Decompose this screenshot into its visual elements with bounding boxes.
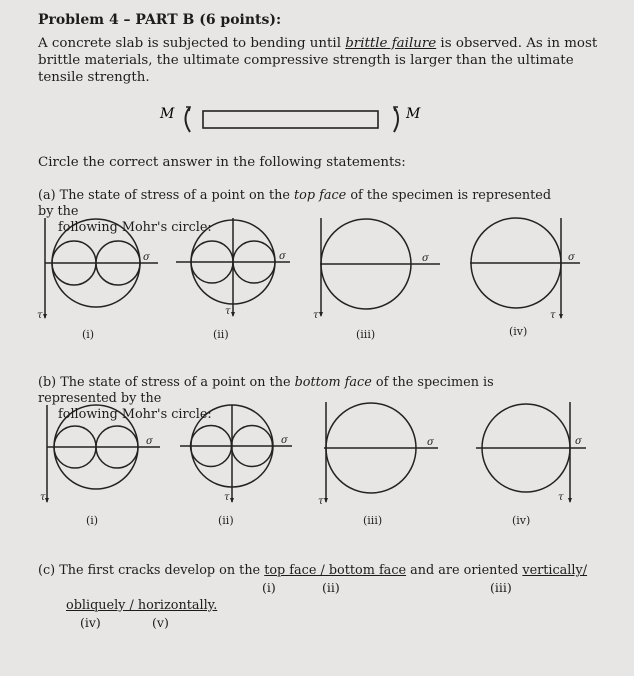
- roman-iv: (iv): [80, 615, 101, 630]
- question-a: (a) The state of stress of a point on the top face of the specimen is represented by the following Mohr's circle:: [38, 188, 552, 235]
- svg-text:σ: σ: [575, 436, 582, 447]
- problem-title: Problem 4 – PART B (6 points):: [38, 12, 282, 28]
- instruction: Circle the correct answer in the following statements:: [38, 155, 406, 170]
- moment-label-right: M: [406, 106, 421, 122]
- question-b: (b) The state of stress of a point on the bottom face of the specimen is represented by the following Mohr's circle:: [38, 375, 494, 422]
- label-b-ii: (ii): [218, 514, 234, 527]
- orientation-options[interactable]: vertically/: [522, 563, 588, 578]
- label-a-iii: (iii): [356, 328, 376, 341]
- svg-text:σ: σ: [146, 436, 153, 447]
- svg-text:τ: τ: [550, 310, 556, 321]
- svg-text:τ: τ: [558, 492, 564, 503]
- svg-text:σ: σ: [281, 435, 288, 446]
- svg-text:σ: σ: [568, 252, 575, 263]
- roman-iii: (iii): [490, 580, 512, 595]
- problem-statement: A concrete slab is subjected to bending until brittle failure is observed. As in most brittle materials, the ultimate compressive strength is larger than the ultimate tensile strength.: [38, 36, 598, 85]
- brittle-failure-term: brittle failure: [345, 36, 437, 51]
- svg-text:τ: τ: [225, 306, 231, 317]
- beam-rectangle: [203, 111, 378, 128]
- orientation-options-line2[interactable]: obliquely / horizontally.: [66, 598, 218, 613]
- label-b-iii: (iii): [363, 514, 383, 527]
- face-options[interactable]: top face / bottom face: [264, 563, 407, 578]
- roman-ii: (ii): [322, 580, 340, 595]
- svg-text:σ: σ: [279, 251, 286, 262]
- svg-text:τ: τ: [318, 496, 324, 507]
- svg-text:τ: τ: [313, 310, 319, 321]
- roman-i: (i): [262, 580, 276, 595]
- moment-label-left: M: [160, 106, 175, 122]
- label-a-iv: (iv): [509, 325, 528, 338]
- svg-text:σ: σ: [427, 437, 434, 448]
- label-a-ii: (ii): [213, 328, 229, 341]
- label-a-i: (i): [82, 328, 95, 341]
- svg-text:σ: σ: [422, 253, 429, 264]
- question-c: (c) The first cracks develop on the top face / bottom face and are oriented vertically/: [38, 563, 588, 578]
- sigma-label: σ: [143, 252, 150, 263]
- tau-label: τ: [37, 310, 43, 321]
- roman-v: (v): [152, 615, 169, 630]
- label-b-i: (i): [86, 514, 99, 527]
- label-b-iv: (iv): [512, 514, 531, 527]
- svg-text:τ: τ: [224, 492, 230, 503]
- svg-text:τ: τ: [40, 492, 46, 503]
